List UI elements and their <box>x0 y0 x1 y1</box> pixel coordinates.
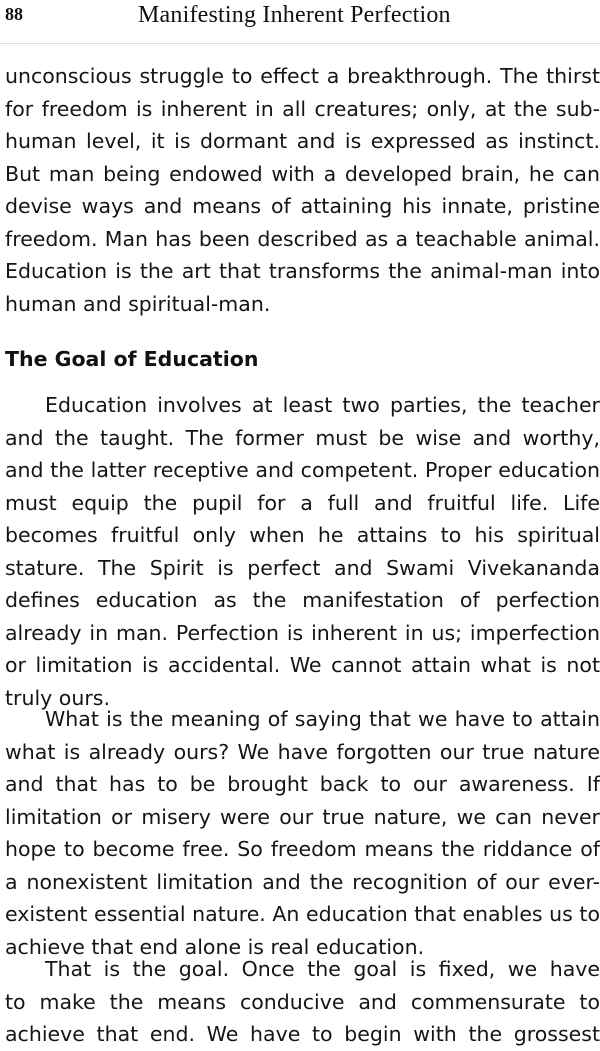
running-title: Manifesting Inherent Perfection <box>138 2 451 28</box>
paragraph-line: or limitation is accidental. We cannot attain what is not <box>5 653 600 677</box>
paragraph-line: and the latter receptive and competent. Proper education <box>5 458 600 482</box>
paragraph-line: Education is the art that transforms the animal-man into <box>5 259 600 283</box>
paragraph-line: to make the means conducive and commensurate to <box>5 989 600 1014</box>
section-heading: The Goal of Education <box>5 347 259 371</box>
paragraph-2 <box>0 389 600 714</box>
paragraph-1 <box>0 60 600 320</box>
paragraph-line: must equip the pupil for a full and fruitful life. Life <box>5 490 600 515</box>
paragraph-line: What is the meaning of saying that we have to attain <box>45 707 600 731</box>
paragraph-line: achieve that end alone is real education. <box>5 934 425 959</box>
paragraph-line: already in man. Perfection is inherent in us; imperfection <box>5 620 600 645</box>
header-rule <box>0 43 600 44</box>
paragraph-line: human level, it is dormant and is expressed as instinct. <box>5 129 600 153</box>
paragraph-line: Education involves at least two parties, the teacher <box>45 393 600 417</box>
paragraph-line: devise ways and means of attaining his innate, pristine <box>5 194 600 218</box>
paragraph-line: and that has to be brought back to our awareness. If <box>5 772 600 796</box>
paragraph-line: freedom. Man has been described as a teachable animal. <box>5 226 600 251</box>
paragraph-line: human and spiritual-man. <box>5 291 271 316</box>
paragraph-3 <box>0 703 600 963</box>
running-head <box>0 0 600 44</box>
paragraph-line: becomes fruitful only when he attains to his spiritual <box>5 523 600 547</box>
paragraph-line: unconscious struggle to effect a breakthrough. The thirst <box>5 64 600 88</box>
paragraph-line: stature. The Spirit is perfect and Swami Vivekananda <box>5 555 600 580</box>
paragraph-line: what is already ours? We have forgotten our true nature <box>5 739 600 764</box>
paragraph-line: achieve that end. We have to begin with the grossest <box>5 1022 600 1046</box>
paragraph-line: truly ours. <box>5 685 110 710</box>
paragraph-line: defines education as the manifestation of perfection <box>5 588 600 612</box>
paragraph-4 <box>0 953 600 1051</box>
paragraph-line: hope to become free. So freedom means the riddance of <box>5 837 600 861</box>
paragraph-line: But man being endowed with a developed brain, he can <box>5 161 600 186</box>
page-number: 88 <box>5 4 23 24</box>
paragraph-line: That is the goal. Once the goal is fixed, we have <box>45 957 600 981</box>
paragraph-line: and the taught. The former must be wise and worthy, <box>5 425 600 450</box>
paragraph-line: existent essential nature. An education that enables us to <box>5 902 600 926</box>
paragraph-line: for freedom is inherent in all creatures; only, at the sub- <box>5 96 600 121</box>
paragraph-line: a nonexistent limitation and the recognition of our ever- <box>5 869 600 894</box>
paragraph-line: limitation or misery were our true nature, we can never <box>5 804 600 829</box>
